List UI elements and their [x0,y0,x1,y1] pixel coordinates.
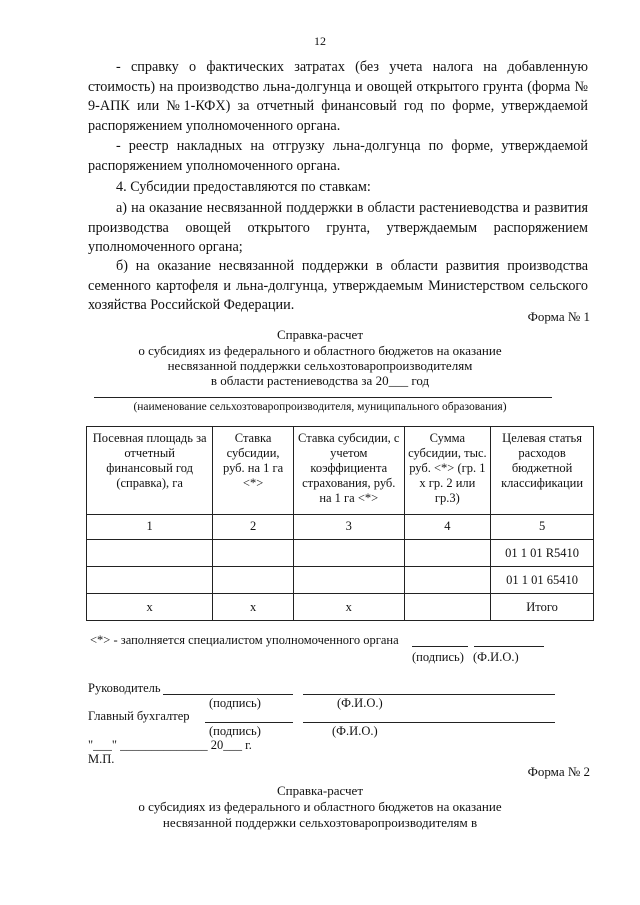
head-fio-line[interactable] [303,694,555,695]
table-cell[interactable] [293,567,404,594]
form2-subtitle-2: несвязанной поддержки сельхозтоваропроизводителям в [162,815,478,830]
paragraph-rate-b: б) на оказание несвязанной поддержки в области развития производства семенного картофеля и льна-долгунца, утверждаемым Министерством сельского хозяйства Российской Федерации. [88,258,588,313]
name-fill-line[interactable] [94,397,552,398]
col-number: 3 [293,515,404,540]
paragraph-rates-intro: 4. Субсидии предоставляются по ставкам: [116,179,371,195]
header-cell: Посевная площадь за отчетный финансовый год (справка), га [87,427,213,515]
form1-subtitle-2: несвязанной поддержки сельхозтоваропроизводителям [167,358,473,373]
paragraph-rate-a: а) на оказание несвязанной поддержки в области растениеводства и развития производства овощей открытого грунта, утверждаемым распоряжением уполномоченного органа; [88,200,588,255]
table-cell: х [87,594,213,621]
table-cell[interactable] [213,567,294,594]
table-header-row [87,427,594,515]
table-cell[interactable] [213,540,294,567]
accountant-fio-caption: (Ф.И.О.) [332,724,378,738]
table-cell[interactable] [404,540,491,567]
accountant-label: Главный бухгалтер [88,709,190,723]
head-podpis-caption: (подпись) [209,696,261,710]
head-signature-line[interactable] [163,694,293,695]
accountant-signature-line[interactable] [205,722,293,723]
table-cell: 01 1 01 R5410 [491,540,594,567]
form2-title: Справка-расчет [276,783,364,798]
table-row [87,540,594,567]
table-cell[interactable] [87,540,213,567]
table-cell[interactable] [404,567,491,594]
form2-subtitle-1: о субсидиях из федерального и областного бюджетов на оказание [138,799,502,814]
footnote: <*> - заполняется специалистом уполномоченного органа [90,633,399,647]
col-number: 4 [404,515,491,540]
form1-subtitle-3: в области растениеводства за 20___ год [210,373,430,388]
name-caption: (наименование сельхозтоваропроизводителя, муниципального образования) [133,401,507,413]
paragraph-invoice-register: - реестр накладных на отгрузку льна-долгунца по форме, утверждаемой распоряжением уполномоченного органа. [88,138,588,174]
accountant-fio-line[interactable] [303,722,555,723]
head-fio-caption: (Ф.И.О.) [337,696,383,710]
table-number-row [87,515,594,540]
date-line: "___" ______________ 20___ г. [88,738,252,752]
table-cell: х [293,594,404,621]
accountant-podpis-caption: (подпись) [209,724,261,738]
header-cell: Ставка субсидии, с учетом коэффициента страхования, руб. на 1 га <*> [293,427,404,515]
table-cell: Итого [491,594,594,621]
col-number: 1 [87,515,213,540]
head-label: Руководитель [88,681,161,695]
table-cell[interactable] [293,540,404,567]
paragraph-cost-certificate: - справку о фактических затратах (без учета налога на добавленную стоимость) на производство льна-долгунца и овощей открытого грунта (форма № 9-АПК или №1-КФХ) за отчетный финансовый год по форме, утверждаемой распоряжением уполномоченного органа. [88,59,588,134]
col-number: 5 [491,515,594,540]
col-number: 2 [213,515,294,540]
signature-line[interactable] [412,646,468,647]
form1-title: Справка-расчет [276,327,364,342]
footnote-sign-caption: (подпись) (Ф.И.О.) [412,650,519,664]
page-number: 12 [314,34,326,48]
form1-label: Форма № 1 [527,309,590,324]
table-row-total [87,594,594,621]
table-cell: 01 1 01 65410 [491,567,594,594]
header-cell: Целевая статья расходов бюджетной классификации [491,427,594,515]
table-cell[interactable] [404,594,491,621]
fio-line[interactable] [474,646,544,647]
table-cell[interactable] [87,567,213,594]
header-cell: Сумма субсидии, тыс. руб. <*> (гр. 1 х гр. 2 или гр.3) [404,427,491,515]
table-row [87,567,594,594]
form2-label: Форма № 2 [527,764,590,779]
header-cell: Ставка субсидии, руб. на 1 га <*> [213,427,294,515]
form1-subtitle-1: о субсидиях из федерального и областного бюджетов на оказание [138,343,502,358]
stamp-place: М.П. [88,752,115,766]
table-cell: х [213,594,294,621]
subsidy-table [86,426,594,621]
